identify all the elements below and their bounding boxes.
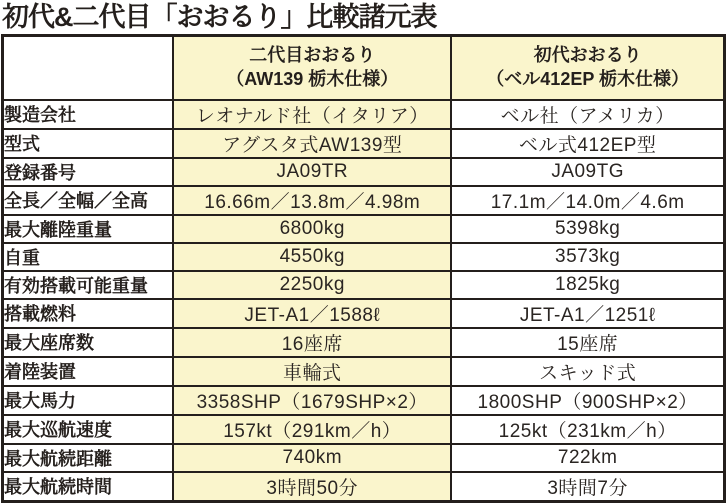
value-bell412: 5398kg bbox=[451, 215, 724, 243]
table-row bbox=[3, 129, 725, 158]
row-label: 最大航続距離 bbox=[3, 444, 174, 472]
value-bell412: 15座席 bbox=[451, 328, 724, 357]
table-row bbox=[3, 328, 725, 357]
value-bell412: ベル式412EP型 bbox=[451, 129, 724, 158]
column-header-bell412-sub: （ベル412EP 栃木仕様） bbox=[486, 68, 690, 89]
table-row bbox=[3, 444, 725, 472]
row-label: 型式 bbox=[3, 129, 174, 158]
value-aw139: 3時間50分 bbox=[173, 472, 451, 502]
value-aw139: 16.66m／13.8m／4.98m bbox=[173, 186, 451, 215]
page-title: 初代&二代目「おおるり」比較諸元表 bbox=[2, 2, 437, 32]
row-label: 搭載燃料 bbox=[3, 299, 174, 328]
row-label: 登録番号 bbox=[3, 158, 174, 186]
value-aw139: アグスタ式AW139型 bbox=[173, 129, 451, 158]
value-bell412: 3573kg bbox=[451, 243, 724, 271]
spec-comparison-table bbox=[1, 34, 726, 503]
row-label: 製造会社 bbox=[3, 100, 174, 129]
value-aw139: 157kt（291km／h） bbox=[173, 415, 451, 444]
value-aw139: 車輪式 bbox=[173, 357, 451, 386]
row-label: 自重 bbox=[3, 243, 174, 271]
table-row bbox=[3, 271, 725, 299]
table-row bbox=[3, 100, 725, 129]
column-header-aw139-name: 二代目おおるり bbox=[249, 45, 376, 66]
value-aw139: 6800kg bbox=[173, 215, 451, 243]
row-label: 最大離陸重量 bbox=[3, 215, 174, 243]
value-aw139: 4550kg bbox=[173, 243, 451, 271]
value-bell412: 17.1m／14.0m／4.6m bbox=[451, 186, 724, 215]
table-row bbox=[3, 415, 725, 444]
value-aw139: 16座席 bbox=[173, 328, 451, 357]
table-row bbox=[3, 158, 725, 186]
table-row bbox=[3, 472, 725, 502]
row-label: 着陸装置 bbox=[3, 357, 174, 386]
column-header-aw139 bbox=[173, 36, 451, 100]
column-header-bell412 bbox=[451, 36, 724, 100]
value-bell412: 722km bbox=[451, 444, 724, 472]
row-label: 全長／全幅／全高 bbox=[3, 186, 174, 215]
value-aw139: 740km bbox=[173, 444, 451, 472]
row-label: 最大馬力 bbox=[3, 386, 174, 415]
value-aw139: 2250kg bbox=[173, 271, 451, 299]
value-aw139: JET-A1／1588ℓ bbox=[173, 299, 451, 328]
value-bell412: 1800SHP（900SHP×2） bbox=[451, 386, 724, 415]
column-header-bell412-name: 初代おおるり bbox=[533, 45, 642, 66]
table-row bbox=[3, 186, 725, 215]
table-row bbox=[3, 299, 725, 328]
row-label: 最大航続時間 bbox=[3, 472, 174, 502]
value-aw139: レオナルド社（イタリア） bbox=[173, 100, 451, 129]
table-row bbox=[3, 243, 725, 271]
header-row bbox=[3, 36, 725, 100]
value-bell412: 1825kg bbox=[451, 271, 724, 299]
row-label: 最大座席数 bbox=[3, 328, 174, 357]
table-row bbox=[3, 357, 725, 386]
value-bell412: 125kt（231km／h） bbox=[451, 415, 724, 444]
table-row bbox=[3, 386, 725, 415]
table-row bbox=[3, 215, 725, 243]
value-bell412: スキッド式 bbox=[451, 357, 724, 386]
value-bell412: 3時間7分 bbox=[451, 472, 724, 502]
row-label: 有効搭載可能重量 bbox=[3, 271, 174, 299]
corner-empty-cell bbox=[3, 36, 174, 100]
value-aw139: JA09TR bbox=[173, 158, 451, 186]
value-aw139: 3358SHP（1679SHP×2） bbox=[173, 386, 451, 415]
value-bell412: JET-A1／1251ℓ bbox=[451, 299, 724, 328]
column-header-aw139-sub: （AW139 栃木仕様） bbox=[226, 68, 399, 89]
value-bell412: ベル社（アメリカ） bbox=[451, 100, 724, 129]
value-bell412: JA09TG bbox=[451, 158, 724, 186]
row-label: 最大巡航速度 bbox=[3, 415, 174, 444]
